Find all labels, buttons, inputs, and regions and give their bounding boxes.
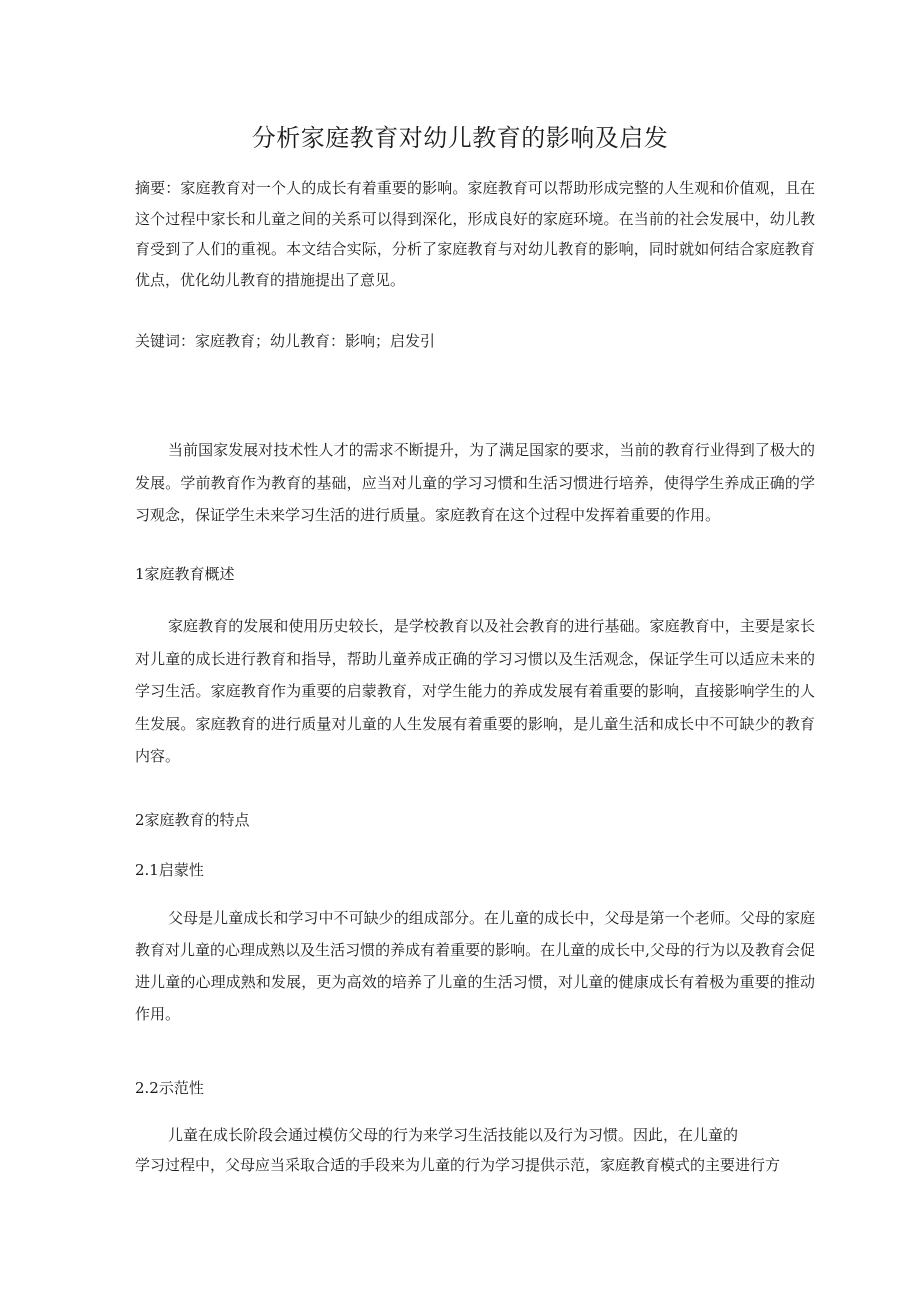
section-1-paragraph: 家庭教育的发展和使用历史较长，是学校教育以及社会教育的进行基础。家庭教育中，主要是家长对儿童的成长进行教育和指导，帮助儿童养成正确的学习习惯以及生活观念，保证学生可以适应未来的学习生活。家庭教育作为重要的启蒙教育，对学生能力的养成发展有着重要的影响，直接影响学生的人生发展。家庭教育的进行质量对儿童的人生发展有着重要的影响，是儿童生活和成长中不可缺少的教育内容。 bbox=[135, 617, 815, 765]
section-2-1-paragraph: 父母是儿童成长和学习中不可缺少的组成部分。在儿童的成长中，父母是第一个老师。父母的家庭教育对儿童的心理成熟以及生活习惯的养成有着重要的影响。在儿童的成长中,父母的行为以及教育会促进儿童的心理成熟和发展，更为高效的培养了儿童的生活习惯，对儿童的健康成长有着极为重要的推动作用。 bbox=[135, 909, 815, 1023]
keywords-line: 关键词：家庭教育；幼儿教育：影响；启发引 bbox=[135, 332, 436, 350]
document-title: 分析家庭教育对幼儿教育的影响及启发 bbox=[251, 124, 669, 152]
abstract-paragraph: 摘要：家庭教育对一个人的成长有着重要的影响。家庭教育可以帮助形成完整的人生观和价值观，且在这个过程中家长和儿童之间的关系可以得到深化，形成良好的家庭环境。在当前的社会发展中，幼儿教育受到了人们的重视。本文结合实际，分析了家庭教育与对幼儿教育的影响，同时就如何结合家庭教育优点，优化幼儿教育的措施提出了意见。 bbox=[135, 179, 815, 289]
intro-paragraph: 当前国家发展对技术性人才的需求不断提升，为了满足国家的要求，当前的教育行业得到了极大的发展。学前教育作为教育的基础，应当对儿童的学习习惯和生活习惯进行培养，使得学生养成正确的学习观念，保证学生未来学习生活的进行质量。家庭教育在这个过程中发挥着重要的作用。 bbox=[135, 441, 815, 524]
section-2-2-paragraph-line-2: 学习过程中，父母应当采取合适的手段来为儿童的行为学习提供示范，家庭教育模式的主要进行方 bbox=[135, 1156, 781, 1174]
section-2-2-paragraph-line-1: 儿童在成长阶段会通过模仿父母的行为来学习生活技能以及行为习惯。因此，在儿童的 bbox=[168, 1126, 739, 1144]
section-2-1-heading: 2.1启蒙性 bbox=[135, 861, 204, 879]
section-1-heading: 1家庭教育概述 bbox=[135, 565, 235, 583]
section-2-heading: 2家庭教育的特点 bbox=[135, 811, 250, 829]
section-2-2-heading: 2.2示范性 bbox=[135, 1079, 204, 1097]
